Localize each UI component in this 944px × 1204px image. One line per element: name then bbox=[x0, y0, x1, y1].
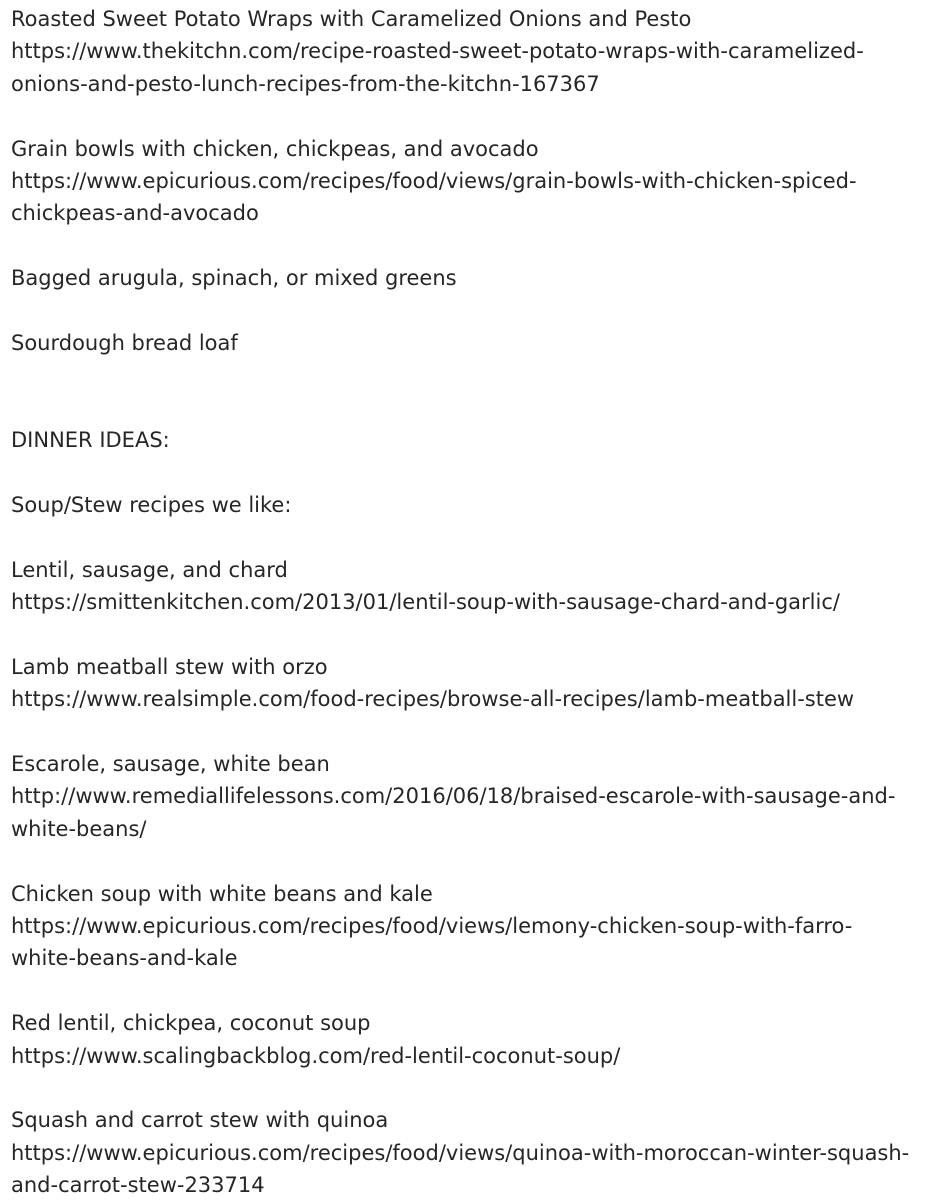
recipe-title: Squash and carrot stew with quinoa bbox=[11, 1108, 389, 1133]
subsection-heading-soups: Soup/Stew recipes we like: bbox=[11, 492, 292, 517]
recipe-link-continued[interactable]: and-carrot-stew-233714 bbox=[11, 1173, 265, 1198]
recipe-link-continued[interactable]: white-beans-and-kale bbox=[11, 946, 238, 971]
blank-line bbox=[11, 716, 941, 748]
shopping-item: Bagged arugula, spinach, or mixed greens bbox=[11, 266, 457, 291]
recipe-entry bbox=[11, 554, 941, 619]
blank-line bbox=[11, 1072, 941, 1104]
recipe-entry bbox=[11, 878, 941, 975]
recipe-entry bbox=[11, 3, 941, 100]
recipe-link[interactable]: https://www.epicurious.com/recipes/food/views/grain-bowls-with-chicken-spiced- bbox=[11, 168, 857, 193]
recipe-title: Escarole, sausage, white bean bbox=[11, 751, 330, 776]
recipe-link-continued[interactable]: onions-and-pesto-lunch-recipes-from-the-kitchn-167367 bbox=[11, 71, 600, 96]
recipe-link-continued[interactable]: white-beans/ bbox=[11, 816, 147, 841]
recipe-title: Lentil, sausage, and chard bbox=[11, 557, 288, 582]
blank-line bbox=[11, 975, 941, 1007]
recipe-link[interactable]: https://www.epicurious.com/recipes/food/views/lemony-chicken-soup-with-farro- bbox=[11, 913, 853, 938]
blank-line bbox=[11, 392, 941, 424]
blank-line bbox=[11, 295, 941, 327]
blank-line bbox=[11, 456, 941, 488]
blank-line bbox=[11, 521, 941, 553]
recipe-link[interactable]: https://www.scalingbackblog.com/red-lentil-coconut-soup/ bbox=[11, 1043, 621, 1068]
blank-line bbox=[11, 100, 941, 132]
recipe-entry bbox=[11, 133, 941, 230]
blank-line bbox=[11, 359, 941, 391]
recipe-title: Roasted Sweet Potato Wraps with Caramelized Onions and Pesto bbox=[11, 7, 692, 31]
recipe-entry bbox=[11, 651, 941, 716]
recipe-link-continued[interactable]: chickpeas-and-avocado bbox=[11, 201, 259, 226]
recipe-link[interactable]: https://www.epicurious.com/recipes/food/views/quinoa-with-moroccan-winter-squash- bbox=[11, 1140, 910, 1165]
recipe-link[interactable]: https://smittenkitchen.com/2013/01/lentil-soup-with-sausage-chard-and-garlic/ bbox=[11, 590, 840, 615]
recipe-entry bbox=[11, 1007, 941, 1072]
recipe-link[interactable]: https://www.thekitchn.com/recipe-roasted-sweet-potato-wraps-with-caramelized- bbox=[11, 39, 864, 64]
recipe-link[interactable]: http://www.remediallifelessons.com/2016/06/18/braised-escarole-with-sausage-and- bbox=[11, 784, 896, 809]
recipe-title: Chicken soup with white beans and kale bbox=[11, 881, 433, 906]
recipe-title: Grain bowls with chicken, chickpeas, and avocado bbox=[11, 136, 539, 161]
blank-line bbox=[11, 618, 941, 650]
recipe-title: Red lentil, chickpea, coconut soup bbox=[11, 1011, 371, 1036]
section-heading-dinner: DINNER IDEAS: bbox=[11, 428, 170, 453]
recipe-title: Lamb meatball stew with orzo bbox=[11, 654, 328, 679]
blank-line bbox=[11, 845, 941, 877]
shopping-item: Sourdough bread loaf bbox=[11, 330, 238, 355]
recipe-entry bbox=[11, 748, 941, 845]
recipe-entry bbox=[11, 1104, 941, 1201]
recipe-link[interactable]: https://www.realsimple.com/food-recipes/browse-all-recipes/lamb-meatball-stew bbox=[11, 687, 855, 712]
document-body bbox=[11, 3, 941, 1201]
blank-line bbox=[11, 230, 941, 262]
